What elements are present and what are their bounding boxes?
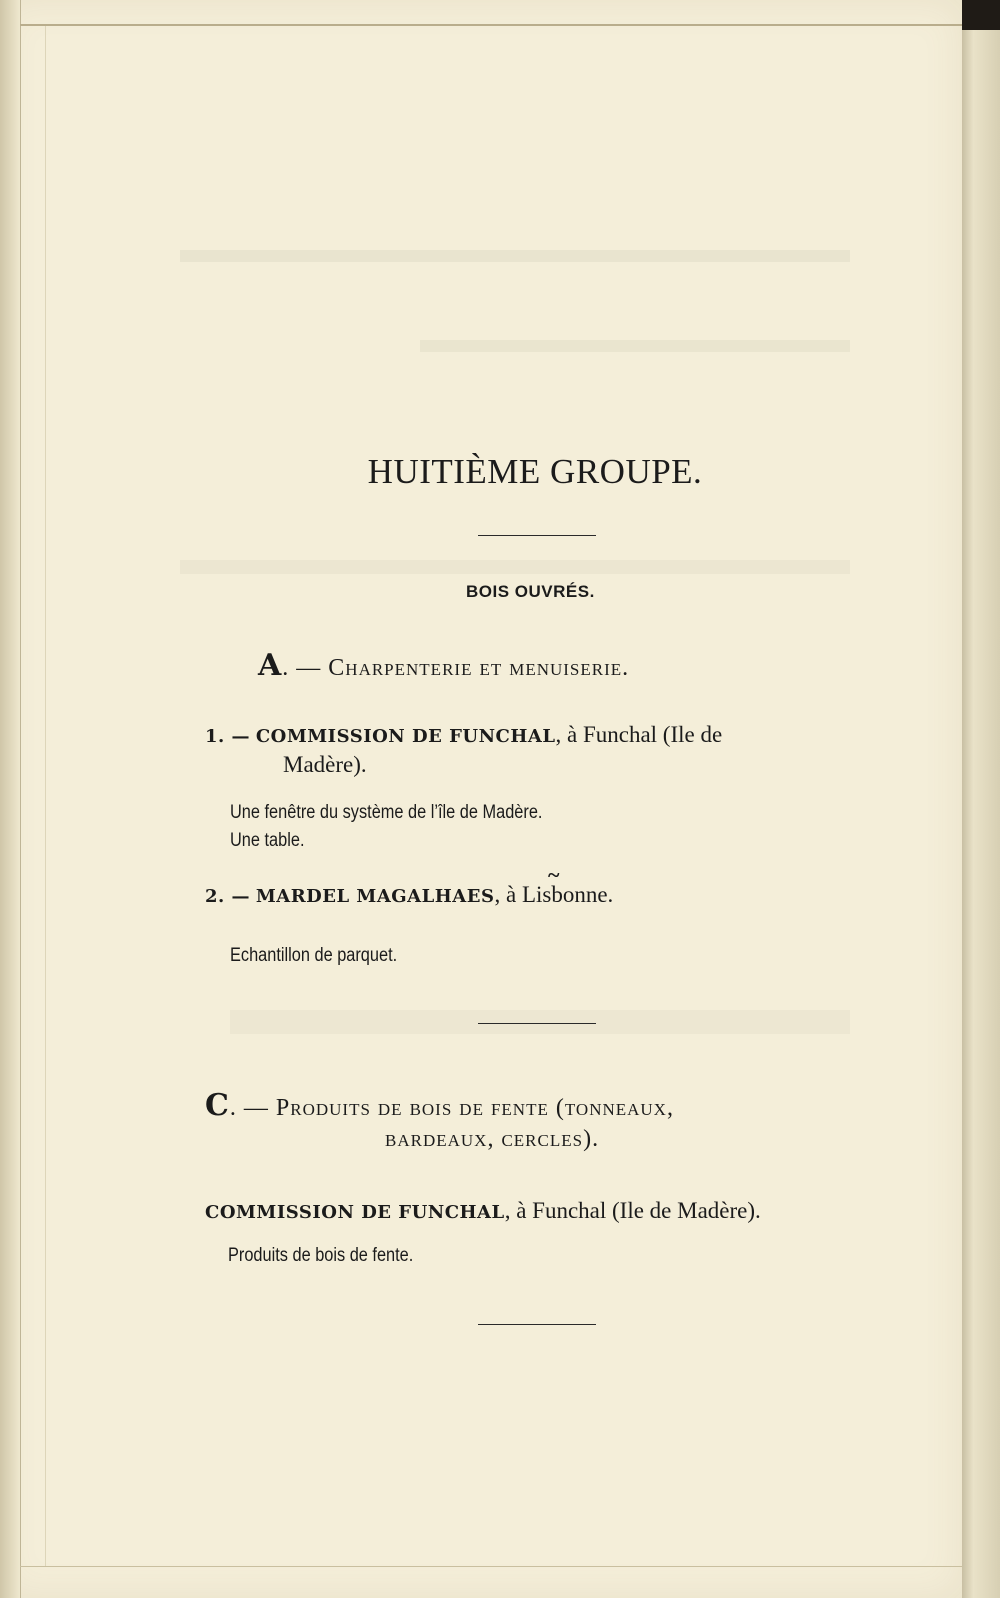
entry-1-item: Une table. [230, 830, 305, 851]
bleed-through-shadow [230, 1010, 850, 1034]
title-divider [478, 535, 596, 536]
bleed-through-shadow [180, 250, 850, 262]
entry-1-line [205, 722, 722, 748]
entry-1-location-cont: Madère). [283, 752, 367, 777]
entry-2-exhibitor: MARDEL MAGALHAES [255, 886, 495, 907]
page-top-edge [20, 24, 962, 26]
entry-2-item: Echantillon de parquet. [230, 945, 398, 966]
entry-2-location: , à Lisbonne. [494, 882, 614, 907]
bleed-through-shadow [420, 340, 850, 352]
entry-1-exhibitor: COMMISSION DE FUNCHAL [255, 726, 556, 747]
section-a-title: . — Charpenterie et menuiserie. [282, 655, 630, 681]
entry-c-line [205, 1198, 761, 1224]
page-binding-edge [0, 0, 21, 1598]
section-a-heading [258, 648, 629, 683]
section-a-letter: A [258, 648, 283, 683]
entry-1-item: Une fenêtre du système de l’île de Madère. [230, 802, 543, 823]
entry-2-number: 2. — [205, 886, 251, 907]
section-c-title: . — Produits de bois de fente (tonneaux, [229, 1095, 674, 1121]
group-subtitle: BOIS OUVRÉS. [466, 582, 595, 601]
entry-c-item: Produits de bois de fente. [228, 1245, 414, 1266]
page-bottom-edge [20, 1566, 962, 1567]
section-c-title-cont: bardeaux, cercles). [385, 1126, 600, 1152]
bleed-through-shadow [180, 560, 850, 574]
adjacent-page-edge [962, 30, 1000, 1598]
group-title: HUITIÈME GROUPE. [367, 452, 703, 491]
entry-2-tilde: ~ [548, 862, 560, 887]
section-c-heading [205, 1088, 674, 1123]
entry-1-location: , à Funchal (Ile de [555, 722, 723, 747]
page-margin-line [45, 26, 46, 1566]
entry-c-exhibitor: COMMISSION DE FUNCHAL [205, 1202, 505, 1223]
entry-2-line [205, 882, 613, 908]
section-c-letter: C [205, 1088, 230, 1123]
entry-c-location: , à Funchal (Ile de Madère). [504, 1198, 761, 1223]
end-divider [478, 1324, 596, 1325]
section-divider [478, 1023, 596, 1024]
entry-1-number: 1. — [205, 726, 251, 747]
